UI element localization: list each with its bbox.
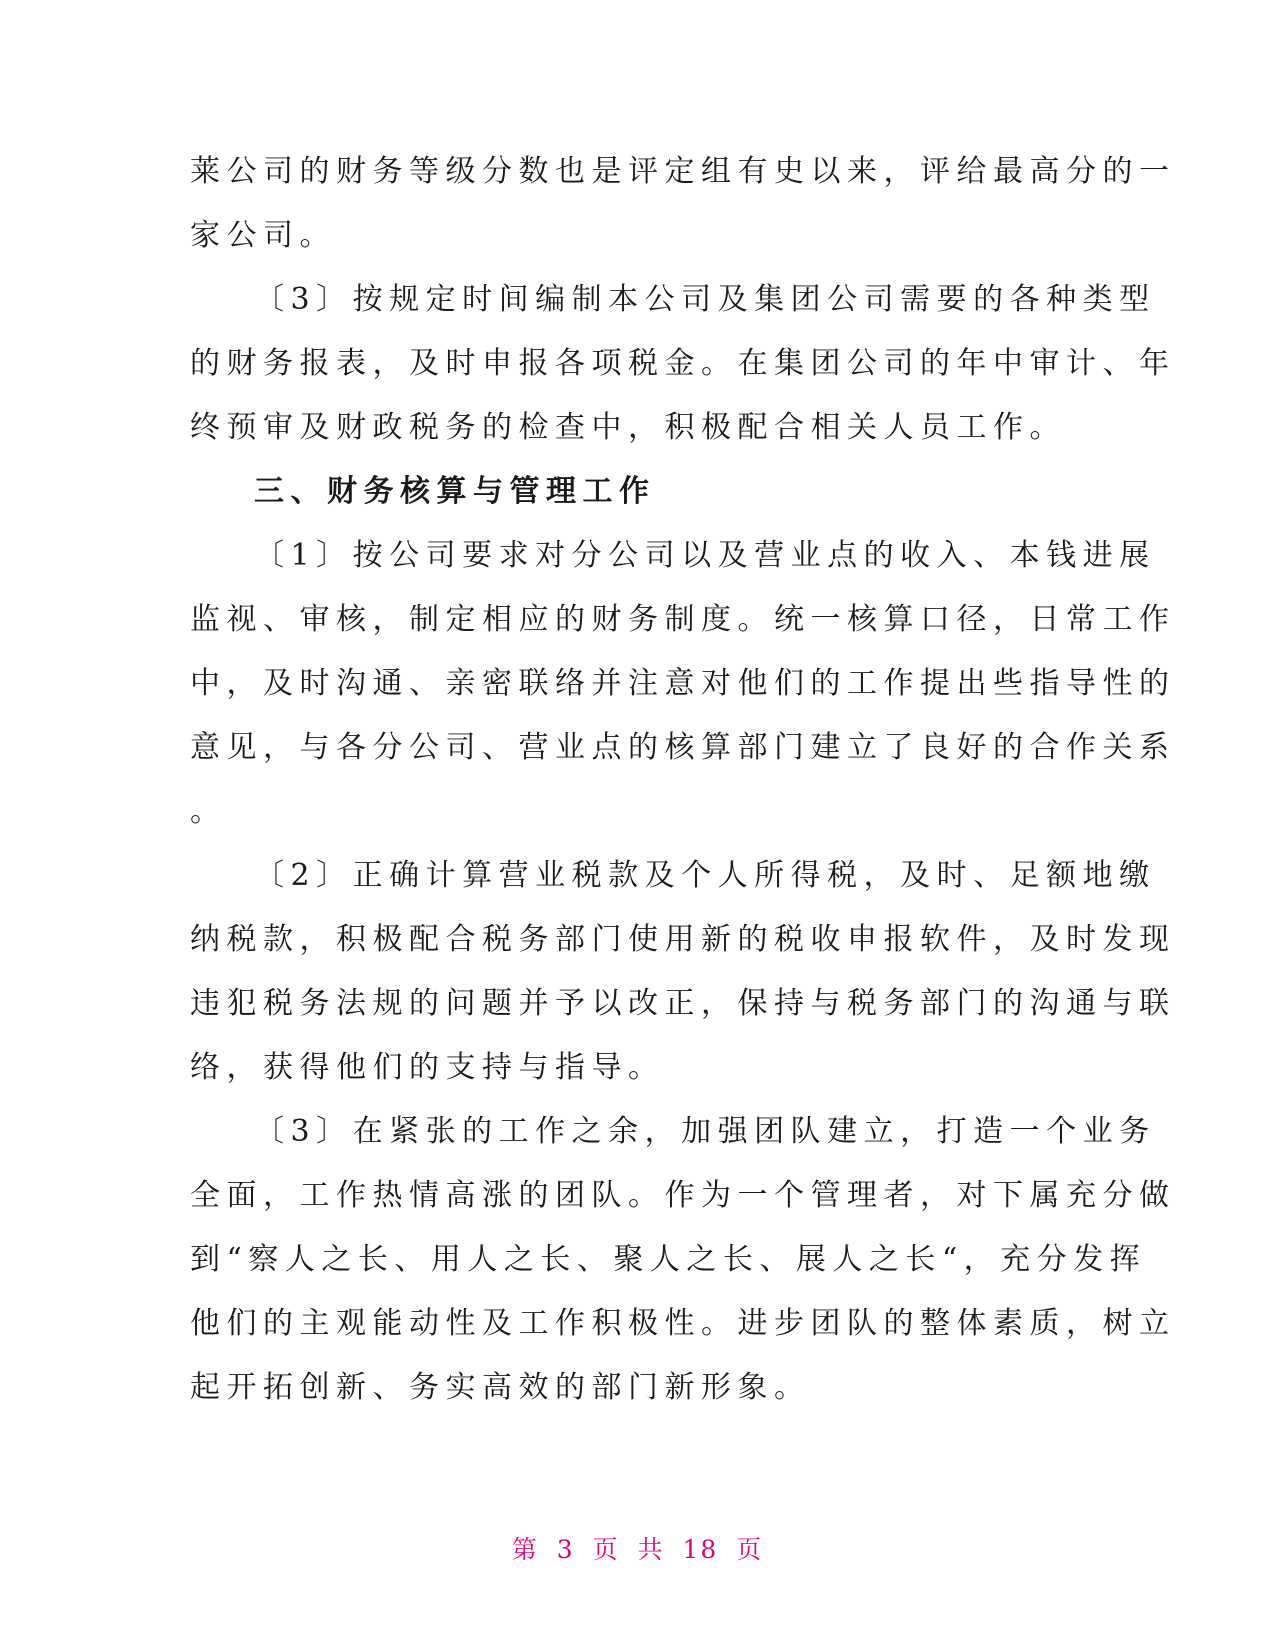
text-line: 全面，工作热情高涨的团队。作为一个管理者，对下属充分做: [190, 1178, 1176, 1213]
text-line: 起开拓创新、务实高效的部门新形象。: [190, 1370, 811, 1405]
text-line: 违犯税务法规的问题并予以改正，保持与税务部门的沟通与联: [190, 986, 1176, 1021]
text-line: 终预审及财政税务的检查中，积极配合相关人员工作。: [190, 410, 1066, 445]
text-line: 纳税款，积极配合税务部门使用新的税收申报软件，及时发现: [190, 922, 1176, 957]
text-line: 的财务报表，及时申报各项税金。在集团公司的年中审计、年: [190, 346, 1176, 381]
section-heading: 三、财务核算与管理工作: [254, 474, 656, 509]
text-line: 〔3〕按规定时间编制本公司及集团公司需要的各种类型: [254, 282, 1156, 317]
text-line: 络，获得他们的支持与指导。: [190, 1050, 665, 1085]
text-line: 〔3〕在紧张的工作之余，加强团队建立，打造一个业务: [254, 1114, 1156, 1149]
text-line: 〔2〕正确计算营业税款及个人所得税，及时、足额地缴: [254, 858, 1156, 893]
text-line: 到“察人之长、用人之长、聚人之长、展人之长“，充分发挥: [190, 1242, 1147, 1277]
text-line: 他们的主观能动性及工作积极性。进步团队的整体素质，树立: [190, 1306, 1176, 1341]
text-line: 莱公司的财务等级分数也是评定组有史以来，评给最高分的一: [190, 154, 1176, 189]
text-line: 。: [190, 794, 227, 829]
text-line: 意见，与各分公司、营业点的核算部门建立了良好的合作关系: [190, 730, 1176, 765]
text-line: 中，及时沟通、亲密联络并注意对他们的工作提出些指导性的: [190, 666, 1176, 701]
page-number-footer: 第 3 页 共 18 页: [511, 1535, 764, 1564]
body-text: [190, 140, 1176, 1420]
text-line: 监视、审核，制定相应的财务制度。统一核算口径，日常工作: [190, 602, 1176, 637]
text-line: 〔1〕按公司要求对分公司以及营业点的收入、本钱进展: [254, 538, 1156, 573]
text-line: 家公司。: [190, 218, 336, 253]
